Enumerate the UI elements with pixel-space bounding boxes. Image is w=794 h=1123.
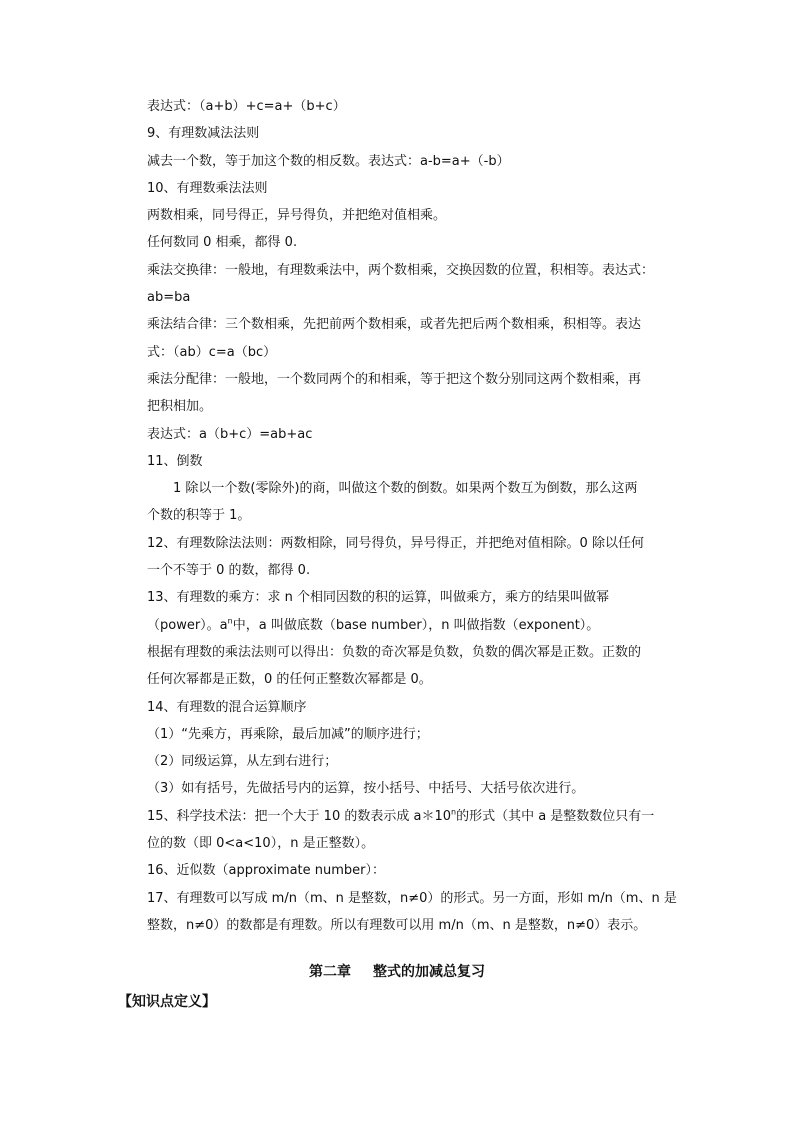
chapter-heading (0, 960, 794, 984)
section-heading: 【知识点定义】 (118, 994, 216, 1010)
text-line: 位的数（即 0<a<10），n 是正整数）。 (147, 836, 375, 852)
text-line: 减去一个数，等于加这个数的相反数。表达式：a-b=a+（-b） (147, 153, 510, 169)
text-line: 11、倒数 (147, 453, 203, 469)
text-line: （2）同级运算，从左到右进行； (147, 754, 338, 770)
text-line: 12、有理数除法法则：两数相除，同号得负，异号得正，并把绝对值相除。0 除以任何 (147, 535, 644, 551)
text-line: 16、近似数（approximate number）： (147, 863, 386, 879)
document-body (147, 93, 677, 939)
chapter-title: 整式的加减总复习 (373, 964, 485, 980)
text-line (147, 803, 677, 830)
text-line: 表达式：（a+b）+c=a+（b+c） (147, 99, 346, 114)
text-line (147, 612, 677, 639)
text-line: 10、有理数乘法法则 (147, 180, 268, 196)
text-line: 任何次幂都是正数，0 的任何正整数次幂都是 0。 (147, 672, 432, 688)
text-line: 乘法结合律：三个数相乘，先把前两个数相乘，或者先把后两个数相乘，积相等。表达 (147, 317, 642, 333)
text-line: 乘法交换律：一般地，有理数乘法中，两个数相乘，交换因数的位置，积相等。表达式： (147, 262, 655, 278)
text-line: 个数的积等于 1。 (147, 508, 251, 524)
text-line: 表达式：a（b+c）=ab+ac (147, 426, 313, 442)
text-line: 17、有理数可以写成 m/n（m、n 是整数，n≠0）的形式。另一方面，形如 m/n（m、n 是 (147, 890, 677, 906)
text-segment: 中，a 叫做底数（base number），n 叫做指数（exponent）。 (232, 617, 600, 633)
text-line: 根据有理数的乘法法则可以得出：负数的奇次幂是负数，负数的偶次幂是正数。正数的 (147, 644, 642, 660)
text-line: （1）“先乘方，再乘除，最后加减”的顺序进行； (147, 726, 429, 742)
chapter-number: 第二章 (309, 964, 351, 980)
superscript: n (227, 616, 233, 626)
text-line: ab=ba (147, 290, 191, 306)
text-line: 式：（ab）c=a（bc） (147, 344, 277, 360)
text-line: 13、有理数的乘方：求 n 个相同因数的积的运算，叫做乘方，乘方的结果叫做幂 (147, 590, 610, 606)
text-line: 9、有理数减法法则 (147, 126, 260, 142)
text-line: 任何数同 0 相乘，都得 0. (147, 235, 298, 251)
text-segment: 15、科学技术法：把一个大于 10 的数表示成 a＊10 (147, 808, 451, 824)
text-line: （3）如有括号，先做括号内的运算，按小括号、中括号、大括号依次进行。 (147, 781, 585, 797)
text-segment: 的形式（其中 a 是整数数位只有一 (456, 808, 655, 824)
text-line: 一个不等于 0 的数，都得 0. (147, 563, 311, 579)
text-line: 14、有理数的混合运算顺序 (147, 699, 307, 715)
superscript: n (451, 807, 457, 817)
text-line: 整数，n≠0）的数都是有理数。所以有理数可以用 m/n（m、n 是整数，n≠0）表示。 (147, 917, 647, 933)
text-line: 把积相加。 (147, 399, 213, 415)
text-segment: （power）。a (147, 617, 228, 633)
text-line: 1 除以一个数(零除外)的商，叫做这个数的倒数。如果两个数互为倒数，那么这两 (173, 481, 638, 497)
text-line: 两数相乘，同号得正，异号得负，并把绝对值相乘。 (147, 208, 447, 224)
text-line: 乘法分配律：一般地，一个数同两个的和相乘，等于把这个数分别同这两个数相乘，再 (147, 371, 642, 387)
